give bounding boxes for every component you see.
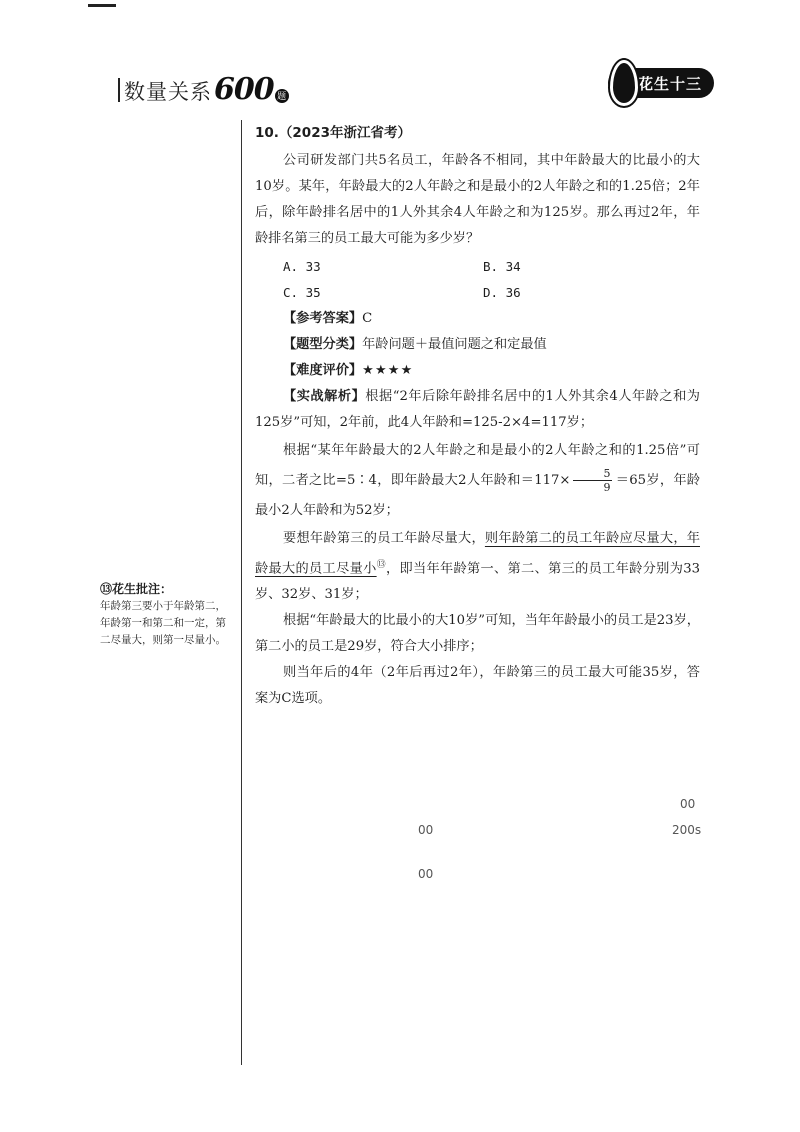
book-number: 600	[214, 72, 274, 107]
scribble-3: 00	[418, 823, 434, 837]
question-block	[255, 120, 700, 712]
side-annotation	[100, 580, 235, 649]
analysis-p3-rest: ，即当年年龄第一、第二、第三的员工年龄分别为33岁、32岁、31岁；	[255, 561, 700, 603]
analysis-label: 【实战解析】	[283, 389, 366, 404]
analysis-p1-text: 根据“2年后除年龄排名居中的1人外其余4人年龄之和为125岁”可知，2年前，此4人年龄和=125-2×4=117岁；	[255, 389, 700, 430]
answer-value: C	[362, 311, 373, 326]
brand-name: 花生十三	[638, 74, 703, 93]
margin-divider	[241, 120, 242, 1065]
analysis-p3	[255, 526, 700, 608]
analysis-p5: 则当年后的4年（2年后再过2年），年龄第三的员工最大可能35岁，答案为C选项。	[255, 665, 700, 707]
answer-row	[255, 306, 700, 332]
analysis-p2-before: 根据“某年年龄最大的2人年龄之和是最小的2人年龄之和的1.25倍”可知，二者之比=5∶4，即年龄最大2人年龄和＝117×	[255, 443, 700, 488]
brand-logo	[608, 68, 714, 98]
analysis-p2-after: ＝65岁，年龄最小2人年龄和为52岁；	[255, 473, 700, 518]
side-note-body: 年龄第三要小于年龄第二，年龄第一和第二和一定，第二尽量大，则第一尽量小。	[100, 600, 226, 646]
category-row	[255, 332, 700, 358]
fraction	[573, 467, 612, 494]
analysis-p4: 根据“年龄最大的比最小的大10岁”可知，当年年龄最小的员工是23岁，第二小的员工是29岁，符合大小排序；	[255, 613, 700, 655]
category-value: 年龄问题＋最值问题之和定最值	[362, 337, 547, 352]
analysis-p1	[255, 384, 700, 436]
answer-label: 【参考答案】	[283, 311, 363, 326]
category-label: 【题型分类】	[283, 337, 363, 352]
options-grid	[255, 254, 700, 306]
difficulty-label: 【难度评价】	[283, 363, 363, 378]
option-d: D. 36	[483, 285, 521, 300]
peanut-icon	[610, 60, 638, 106]
analysis-p3-underlined: 则年龄第二的员工年龄应尽量大，年龄最大的员工尽量小	[255, 531, 700, 577]
difficulty-row	[255, 358, 700, 384]
top-edge-mark	[88, 4, 116, 7]
question-stem: 公司研发部门共5名员工，年龄各不相同，其中年龄最大的比最小的大10岁。某年，年龄最大的2人年龄之和是最小的2人年龄之和的1.25倍；2年后，除年龄排名居中的1人外其余4人年龄之和为125岁。那么再过2年，年龄排名第三的员工最大可能为多少岁？	[255, 153, 700, 246]
book-suffix: 题	[275, 89, 289, 103]
book-title: 数量关系	[124, 80, 212, 104]
brand-badge	[608, 68, 714, 98]
book-header	[118, 72, 289, 107]
scribble-2: 200s	[672, 823, 702, 837]
question-title: 10.（2023年浙江省考）	[255, 125, 411, 141]
fraction-denominator: 9	[603, 481, 611, 494]
analysis-p2	[255, 436, 700, 526]
option-b: B. 34	[483, 259, 521, 274]
scribble-1: 00	[680, 797, 696, 811]
option-a: A. 33	[283, 259, 321, 274]
difficulty-stars: ★★★★	[362, 363, 414, 378]
annotation-mark: ⑬	[376, 560, 386, 570]
header-bar	[118, 78, 120, 102]
scribble-4: 00	[418, 867, 434, 881]
option-c: C. 35	[283, 285, 321, 300]
analysis-p3-plain: 要想年龄第三的员工年龄尽量大，	[283, 531, 485, 546]
fraction-numerator: 5	[573, 467, 612, 481]
side-note-title: ⑬花生批注：	[100, 582, 173, 596]
